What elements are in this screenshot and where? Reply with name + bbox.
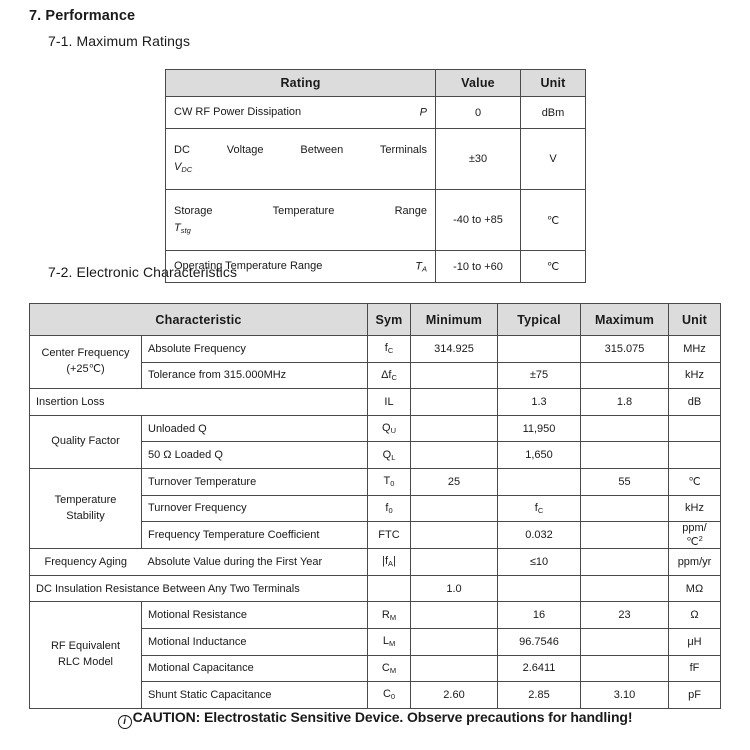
characteristic-typical: 11,950 (498, 415, 581, 442)
characteristic-typical: 1,650 (498, 442, 581, 469)
table-header-row (30, 304, 721, 336)
characteristic-name: Motional Capacitance (142, 655, 368, 682)
rating-text: Storage Temperature Range (174, 204, 427, 217)
characteristic-name: Motional Resistance (142, 602, 368, 629)
column-header-unit: Unit (521, 70, 586, 97)
rating-label (166, 251, 436, 283)
characteristic-unit: MΩ (669, 575, 721, 602)
info-circle-icon: i (118, 715, 132, 729)
caution-notice (0, 709, 750, 729)
characteristic-typical: 1.3 (498, 389, 581, 416)
characteristic-maximum (581, 415, 669, 442)
rating-symbol: P (419, 105, 427, 118)
characteristic-maximum: 315.075 (581, 336, 669, 363)
group-label-line1: RF Equivalent (50, 640, 121, 653)
characteristic-name: Unloaded Q (142, 415, 368, 442)
table-row (166, 129, 586, 190)
characteristic-unit (669, 415, 721, 442)
characteristic-maximum (581, 362, 669, 389)
characteristic-minimum (411, 522, 498, 549)
characteristic-minimum (411, 495, 498, 522)
group-label-quality-factor: Quality Factor (30, 415, 142, 468)
characteristic-typical: 16 (498, 602, 581, 629)
characteristic-minimum (411, 549, 498, 576)
rating-unit: ℃ (521, 251, 586, 283)
characteristic-symbol: $|f_A|$ (368, 549, 411, 576)
characteristic-unit (669, 442, 721, 469)
characteristic-minimum: 1.0 (411, 575, 498, 602)
characteristic-symbol: $\Delta f_C$ (368, 362, 411, 389)
characteristic-maximum: 23 (581, 602, 669, 629)
group-label-line2: Stability (66, 509, 105, 522)
rating-text: Operating Temperature Range (174, 259, 323, 272)
column-header-value: Value (436, 70, 521, 97)
group-label-line1: Temperature (54, 493, 117, 506)
table-row (30, 336, 721, 363)
column-header-sym: Sym (368, 304, 411, 336)
characteristic-unit: kHz (669, 495, 721, 522)
rating-label (166, 129, 436, 190)
characteristic-symbol: $L_M$ (368, 628, 411, 655)
characteristic-typical (498, 575, 581, 602)
table-row (166, 190, 586, 251)
table-row (30, 549, 721, 576)
table-row (30, 602, 721, 629)
characteristic-unit: ℃ (669, 468, 721, 495)
group-label-line2: RLC Model (57, 656, 114, 669)
rating-value: ±30 (436, 129, 521, 190)
characteristic-name: Insertion Loss (30, 389, 368, 416)
characteristic-unit: fF (669, 655, 721, 682)
group-label-frequency-aging: Frequency Aging (30, 549, 142, 576)
rating-symbol: $T_{stg}$ (174, 222, 191, 235)
table-row (30, 389, 721, 416)
rating-symbol: $V_{DC}$ (174, 161, 193, 174)
characteristic-minimum (411, 628, 498, 655)
characteristic-maximum (581, 495, 669, 522)
characteristic-name: Absolute Value during the First Year (142, 549, 368, 576)
subheading-electronic-characteristics: 7-2. Electronic Characteristics (48, 264, 238, 280)
page-title: 7. Performance (29, 8, 136, 24)
characteristic-unit: μH (669, 628, 721, 655)
characteristic-minimum: 314.925 (411, 336, 498, 363)
column-header-rating: Rating (166, 70, 436, 97)
characteristic-name: Turnover Temperature (142, 468, 368, 495)
characteristic-maximum: 3.10 (581, 682, 669, 709)
characteristic-typical (498, 336, 581, 363)
characteristic-unit: ppm/℃$^2$ (669, 522, 721, 549)
group-label-center-frequency (30, 336, 142, 389)
table-row (30, 575, 721, 602)
group-label-rf-equivalent-rlc-model (30, 602, 142, 708)
rating-unit: ℃ (521, 190, 586, 251)
group-label-temperature-stability (30, 468, 142, 548)
characteristic-name: DC Insulation Resistance Between Any Two Terminals (30, 575, 368, 602)
characteristic-symbol: $Q_L$ (368, 442, 411, 469)
characteristic-symbol: $T_0$ (368, 468, 411, 495)
column-header-maximum: Maximum (581, 304, 669, 336)
subheading-maximum-ratings: 7-1. Maximum Ratings (48, 33, 191, 49)
table-row (30, 468, 721, 495)
characteristic-minimum (411, 602, 498, 629)
characteristic-symbol: $f_C$ (368, 336, 411, 363)
electronic-characteristics-table (29, 303, 721, 709)
characteristic-typical: 2.6411 (498, 655, 581, 682)
characteristic-maximum (581, 549, 669, 576)
characteristic-name: Motional Inductance (142, 628, 368, 655)
rating-unit: V (521, 129, 586, 190)
characteristic-symbol: $R_M$ (368, 602, 411, 629)
characteristic-minimum: 25 (411, 468, 498, 495)
characteristic-symbol: $C_M$ (368, 655, 411, 682)
column-header-minimum: Minimum (411, 304, 498, 336)
table-header-row (166, 70, 586, 97)
characteristic-symbol: $f_0$ (368, 495, 411, 522)
characteristic-typical: 96.7546 (498, 628, 581, 655)
characteristic-symbol: $C_0$ (368, 682, 411, 709)
table-row (166, 251, 586, 283)
table-row (30, 415, 721, 442)
characteristic-maximum: 55 (581, 468, 669, 495)
table-row (166, 97, 586, 129)
group-label-line1: Center Frequency (41, 347, 130, 360)
column-header-typical: Typical (498, 304, 581, 336)
characteristic-unit: Ω (669, 602, 721, 629)
rating-label (166, 190, 436, 251)
characteristic-maximum (581, 522, 669, 549)
column-header-unit: Unit (669, 304, 721, 336)
characteristic-minimum: 2.60 (411, 682, 498, 709)
characteristic-symbol: $Q_U$ (368, 415, 411, 442)
characteristic-name: 50 Ω Loaded Q (142, 442, 368, 469)
characteristic-unit: pF (669, 682, 721, 709)
characteristic-name: Shunt Static Capacitance (142, 682, 368, 709)
group-label-line2: (+25℃) (66, 363, 105, 376)
characteristic-name: Frequency Temperature Coefficient (142, 522, 368, 549)
characteristic-maximum (581, 442, 669, 469)
rating-symbol: $T_A$ (415, 259, 427, 273)
characteristic-unit: MHz (669, 336, 721, 363)
characteristic-typical: $f_C$ (498, 495, 581, 522)
maximum-ratings-table (165, 69, 586, 283)
rating-unit: dBm (521, 97, 586, 129)
characteristic-minimum (411, 442, 498, 469)
characteristic-minimum (411, 415, 498, 442)
characteristic-typical: 0.032 (498, 522, 581, 549)
characteristic-maximum: 1.8 (581, 389, 669, 416)
characteristic-typical: 2.85 (498, 682, 581, 709)
caution-text: CAUTION: Electrostatic Sensitive Device. Observe precautions for handling! (132, 709, 633, 725)
characteristic-typical: ±75 (498, 362, 581, 389)
characteristic-maximum (581, 655, 669, 682)
characteristic-maximum (581, 628, 669, 655)
characteristic-symbol: FTC (368, 522, 411, 549)
rating-text: CW RF Power Dissipation (174, 105, 302, 118)
characteristic-minimum (411, 362, 498, 389)
rating-value: 0 (436, 97, 521, 129)
characteristic-name: Turnover Frequency (142, 495, 368, 522)
rating-label (166, 97, 436, 129)
column-header-characteristic: Characteristic (30, 304, 368, 336)
rating-text: DC Voltage Between Terminals (174, 143, 427, 156)
characteristic-typical: ≤10 (498, 549, 581, 576)
characteristic-name: Tolerance from 315.000MHz (142, 362, 368, 389)
characteristic-unit: ppm/yr (669, 549, 721, 576)
rating-value: -10 to +60 (436, 251, 521, 283)
characteristic-symbol (368, 575, 411, 602)
characteristic-minimum (411, 655, 498, 682)
characteristic-unit: dB (669, 389, 721, 416)
characteristic-maximum (581, 575, 669, 602)
characteristic-name: Absolute Frequency (142, 336, 368, 363)
characteristic-typical (498, 468, 581, 495)
characteristic-unit: kHz (669, 362, 721, 389)
rating-value: -40 to +85 (436, 190, 521, 251)
characteristic-minimum (411, 389, 498, 416)
characteristic-symbol: IL (368, 389, 411, 416)
